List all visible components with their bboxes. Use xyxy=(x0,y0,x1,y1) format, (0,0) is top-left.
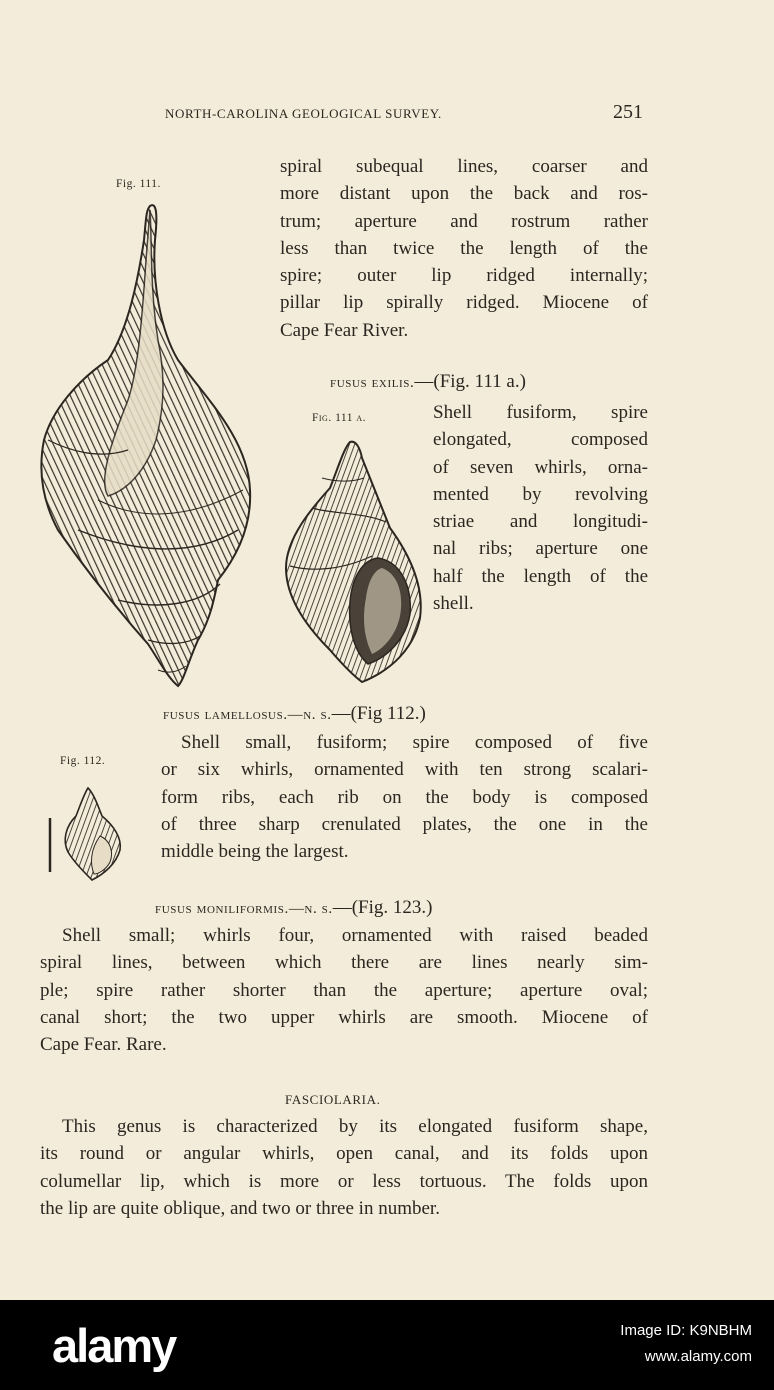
text-line: spiral subequal lines, coarser and xyxy=(280,156,648,177)
figure-111-label: Fig. 111. xyxy=(116,178,161,190)
text-line: Shell small; whirls four, ornamented with raised beaded xyxy=(62,925,648,946)
text-line: more distant upon the back and ros- xyxy=(280,183,648,205)
text-line: middle being the largest. xyxy=(161,841,349,863)
text-line: or six whirls, ornamented with ten strong scalari- xyxy=(161,759,648,781)
text-line: form ribs, each rib on the body is composed xyxy=(161,786,648,808)
exilis-description xyxy=(433,399,648,617)
text-line: This genus is characterized by its elongated fusiform shape, xyxy=(62,1116,648,1137)
text-line: Shell fusiform, spire xyxy=(433,402,648,423)
text-line: of three sharp crenulated plates, the one in the xyxy=(161,813,648,835)
moniliformis-figure-ref: —(Fig. 123.) xyxy=(332,897,433,918)
text-line: nal ribs; aperture one xyxy=(433,538,648,560)
image-id: Image ID: K9NBHM xyxy=(620,1322,752,1339)
fig-112-shell-illustration xyxy=(44,786,124,886)
fig-111-shell-illustration xyxy=(38,200,258,700)
exilis-heading: fusus exilis. xyxy=(330,375,415,391)
text-line: spire; outer lip ridged internally; xyxy=(280,265,648,287)
text-line: mented by revolving xyxy=(433,483,648,505)
text-line: the lip are quite oblique, and two or three in number. xyxy=(40,1197,440,1219)
moniliformis-description xyxy=(40,922,648,1058)
moniliformis-heading-row xyxy=(155,897,432,919)
text-line: its round or angular whirls, open canal, and its folds upon xyxy=(40,1143,648,1165)
fasciolaria-description xyxy=(40,1113,648,1222)
intro-paragraph xyxy=(280,153,648,344)
fig-111a-shell-illustration xyxy=(282,438,432,688)
text-line: of seven whirls, orna- xyxy=(433,456,648,478)
text-line: striae and longitudi- xyxy=(433,511,648,533)
watermark-logo: alamy xyxy=(52,1319,176,1372)
text-line: less than twice the length of the xyxy=(280,237,648,259)
running-header: NORTH-CAROLINA GEOLOGICAL SURVEY. xyxy=(165,106,442,121)
text-line: Cape Fear. Rare. xyxy=(40,1034,167,1056)
lamellosus-heading-row xyxy=(163,703,426,725)
text-line: half the length of the xyxy=(433,565,648,587)
lamellosus-heading: fusus lamellosus.—n. s. xyxy=(163,707,332,723)
text-line: canal short; the two upper whirls are smooth. Miocene of xyxy=(40,1006,648,1028)
text-line: Shell small, fusiform; spire composed of five xyxy=(181,732,648,753)
exilis-heading-row xyxy=(330,371,526,393)
exilis-figure-ref: —(Fig. 111 a.) xyxy=(414,371,526,392)
text-line: ple; spire rather shorter than the aperture; aperture oval; xyxy=(40,979,648,1001)
text-line: spiral lines, between which there are lines nearly sim- xyxy=(40,952,648,974)
text-line: pillar lip spirally ridged. Miocene of xyxy=(280,292,648,314)
page-number: 251 xyxy=(613,101,643,123)
figure-112-label: Fig. 112. xyxy=(60,755,106,767)
site-url: www.alamy.com xyxy=(644,1348,752,1365)
text-line: trum; aperture and rostrum rather xyxy=(280,210,648,232)
lamellosus-description xyxy=(161,729,648,865)
text-line: columellar lip, which is more or less tortuous. The folds upon xyxy=(40,1170,648,1192)
lamellosus-figure-ref: —(Fig 112.) xyxy=(331,703,426,724)
text-line: elongated, composed xyxy=(433,429,648,451)
figure-111a-label: Fig. 111 a. xyxy=(312,412,367,424)
moniliformis-heading: fusus moniliformis.—n. s. xyxy=(155,901,333,917)
text-line: Cape Fear River. xyxy=(280,319,409,341)
fasciolaria-heading: FASCIOLARIA. xyxy=(285,1092,381,1107)
text-line: shell. xyxy=(433,593,474,615)
